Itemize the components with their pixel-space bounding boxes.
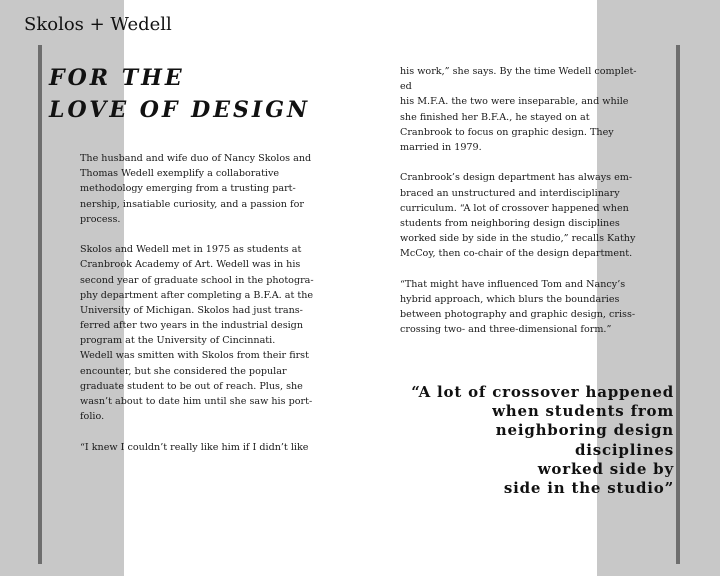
text-line: worked side by side in the studio,” recalls Kathy (400, 233, 636, 245)
text-line: Cranbrook to focus on graphic design. They (400, 126, 614, 138)
right-text-column (400, 64, 644, 353)
text-line: curriculum. “A lot of crossover happened when (400, 202, 629, 214)
text-line: his work,” she says. By the time Wedell complet- (400, 66, 637, 77)
text-line: hybrid approach, which blurs the boundaries (400, 293, 620, 305)
page-header-title: Skolos + Wedell (24, 14, 172, 35)
text-line: ed (400, 81, 412, 93)
text-line: University of Michigan. Skolos had just trans- (80, 304, 303, 316)
left-vertical-rule (38, 45, 42, 564)
paragraph (400, 170, 644, 261)
right-vertical-rule (676, 45, 680, 564)
paragraph (400, 64, 644, 155)
text-line: second year of graduate school in the photogra- (80, 274, 314, 286)
pull-quote-line: “A lot of crossover happened (411, 383, 674, 401)
text-line: she finished her B.F.A., he stayed on at (400, 111, 590, 123)
pull-quote-line: disciplines (574, 440, 674, 459)
text-line: Cranbrook’s design department has always em- (400, 172, 633, 184)
text-line: braced an unstructured and interdisciplinary (400, 187, 620, 199)
text-line: methodology emerging from a trusting part- (80, 183, 296, 195)
text-line: crossing two- and three-dimensional form.” (400, 324, 612, 336)
text-line: “That might have influenced Tom and Nancy’s (400, 278, 626, 290)
text-line: his M.F.A. the two were inseparable, and while (400, 96, 629, 108)
text-line: between photography and graphic design, criss- (400, 309, 636, 320)
text-line: folio. (80, 411, 105, 423)
paragraph (80, 242, 324, 424)
headline-line-1: FOR THE (49, 65, 185, 91)
paragraph (400, 277, 644, 338)
pull-quote-line: worked side by (537, 459, 674, 478)
text-line: Skolos and Wedell met in 1975 as students at (80, 244, 302, 256)
pull-quote-line: when students from (492, 402, 674, 421)
text-line: married in 1979. (400, 141, 482, 153)
article-headline (49, 62, 310, 126)
text-line: wasn’t about to date him until she saw his port- (80, 396, 313, 407)
text-line: Cranbrook Academy of Art. Wedell was in his (80, 259, 301, 271)
text-line: “I knew I couldn’t really like him if I didn’t like (80, 441, 309, 453)
text-line: phy department after completing a B.F.A. at the (80, 289, 314, 301)
pull-quote-line: neighboring design (495, 421, 674, 440)
text-line: The husband and wife duo of Nancy Skolos and (80, 153, 312, 164)
text-line: students from neighboring design disciplines (400, 217, 620, 229)
paragraph (80, 440, 324, 455)
pull-quote (411, 383, 674, 498)
text-line: process. (80, 213, 121, 225)
text-line: McCoy, then co-chair of the design department. (400, 248, 633, 260)
text-line: encounter, but she considered the popular (80, 365, 287, 377)
text-line: ferred after two years in the industrial design (80, 320, 304, 332)
left-text-column (80, 151, 324, 470)
headline-line-2: LOVE OF DESIGN (49, 97, 311, 123)
text-line: graduate student to be out of reach. Plus, she (80, 380, 303, 392)
text-line: Wedell was smitten with Skolos from their first (80, 350, 309, 362)
text-line: Thomas Wedell exemplify a collaborative (80, 168, 280, 180)
pull-quote-line: side in the studio” (503, 479, 674, 498)
paragraph (80, 151, 324, 227)
text-line: nership, insatiable curiosity, and a passion for (80, 198, 304, 210)
text-line: program at the University of Cincinnati. (80, 335, 276, 347)
